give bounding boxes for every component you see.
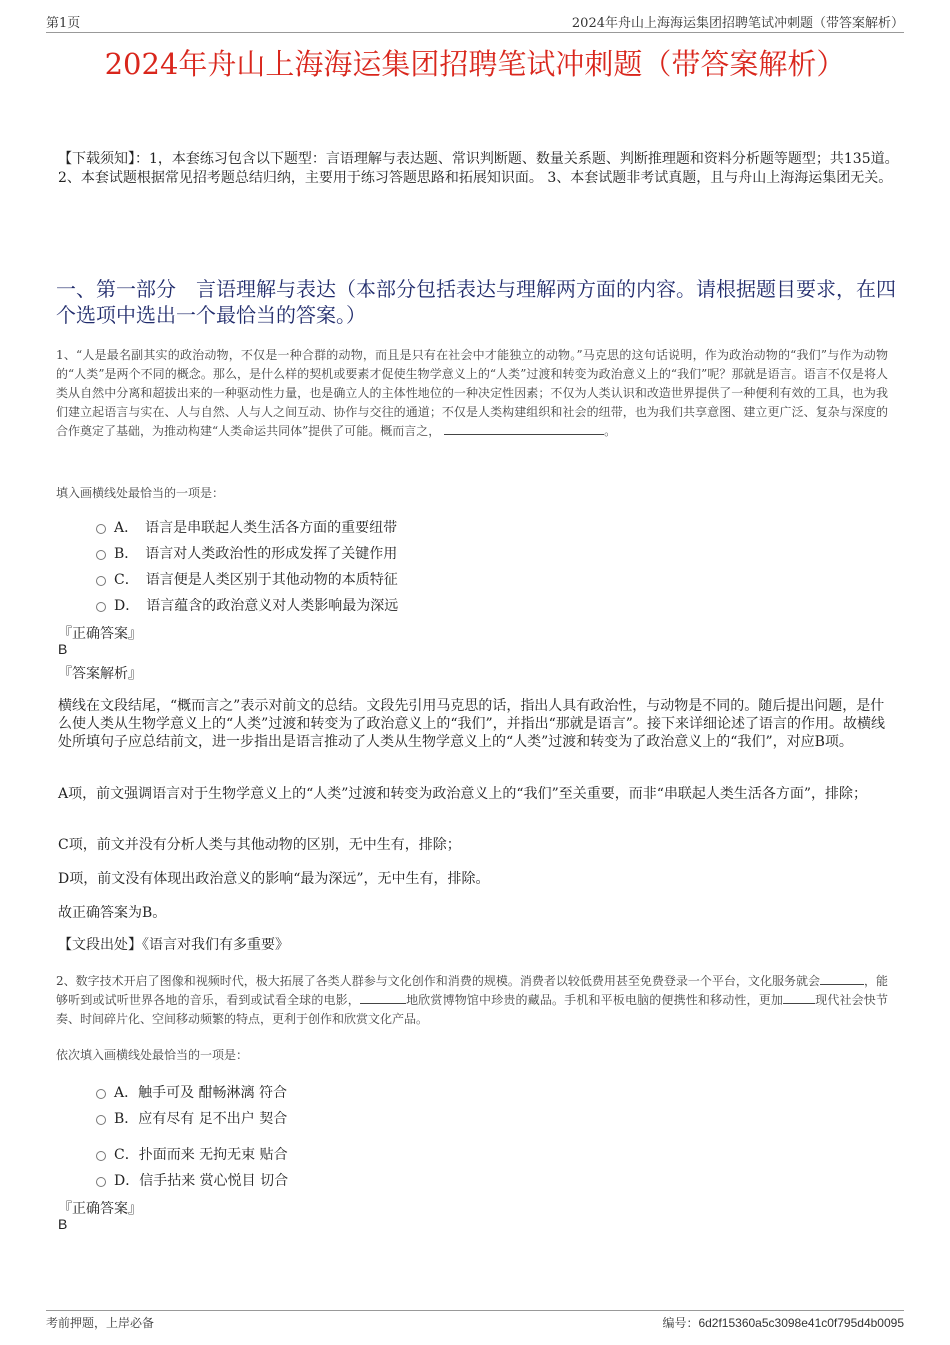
question-2-option-b[interactable] [96,1108,287,1128]
analysis-paragraph: D项，前文没有体现出政治意义的影响“最为深远”，无中生有，排除。 [58,871,490,887]
source-citation: 【文段出处】《语言对我们有多重要》 [58,937,289,953]
radio-icon[interactable] [96,524,106,534]
question-2-stem: 2、数字技术开启了图像和视频时代，极大拓展了各类人群参与文化创作和消费的规模。消费者以较低费用甚至免费登录一个平台，文化服务就会 [56,974,820,988]
analysis-label: 『答案解析』 [58,666,142,682]
question-2-stem: 现代社会快节奏、时间碎片化、空间移动频繁的特点，更利于创作和欣赏文化产品。 [56,993,888,1026]
answer-blank [360,991,406,1004]
radio-icon[interactable] [96,602,106,612]
radio-icon[interactable] [96,1177,106,1187]
question-1-stem-end: 。 [604,424,617,438]
answer-blank [783,991,815,1004]
radio-icon[interactable] [96,1151,106,1161]
footer-code [662,1314,904,1331]
radio-icon[interactable] [96,1115,106,1125]
question-2-text [56,972,888,1029]
analysis-paragraph: C项，前文并没有分析人类与其他动物的区别，无中生有，排除； [58,837,461,853]
analysis-paragraph: 故正确答案为B。 [58,905,167,921]
option-label: A．触手可及 酣畅淋漓 符合 [114,1085,288,1101]
option-label: B．应有尽有 足不出户 契合 [114,1111,288,1127]
question-2-prompt: 依次填入画横线处最恰当的一项是： [56,1048,249,1062]
radio-icon[interactable] [96,576,106,586]
option-label: A． 语言是串联起人类生活各方面的重要纽带 [114,520,398,536]
correct-answer-label: 『正确答案』 [58,1201,142,1217]
question-2-stem: ，能够听到或试听世界各地的音乐，看到或试看全球的电影， [56,974,888,1007]
answer-blank [820,972,864,985]
question-1-option-a[interactable] [96,517,397,537]
section-heading: 一、第一部分 言语理解与表达（本部分包括表达与理解两方面的内容。请根据题目要求，在四个选项中选出一个最恰当的答案。） [56,277,896,327]
option-label: D．信手拈来 赏心悦目 切合 [114,1173,289,1189]
header-divider [46,32,904,33]
footer-slogan: 考前押题，上岸必备 [46,1316,155,1330]
option-label: B． 语言对人类政治性的形成发挥了关键作用 [114,546,398,562]
correct-answer-label: 『正确答案』 [58,626,142,642]
header-page-number: 第1页 [46,16,81,31]
question-1-prompt: 填入画横线处最恰当的一项是： [56,486,225,500]
footer-divider [46,1310,904,1311]
question-2-option-d[interactable] [96,1170,288,1190]
correct-answer: B [58,641,68,657]
download-notice: 【下载须知】：1，本套练习包含以下题型：言语理解与表达题、常识判断题、数量关系题、判断推理题和资料分析题等题型；共135道。 2、本套试题根据常见招考题总结归纳，主要用于练习答题思路和拓展知识面。 3、本套试题非考试真题，且与舟山上海海运集团无关。 [58,151,899,186]
answer-blank [444,422,604,435]
option-label: C． 语言便是人类区别于其他动物的本质特征 [114,572,398,588]
analysis-paragraph: 横线在文段结尾，“概而言之”表示对前文的总结。文段先引用马克思的话，指出人具有政治性，与动物是不同的。随后提出问题，是什么使人类从生物学意义上的“人类”过渡和转变为了政治意义上的“我们”，并指出“那就是语言”。接下来详细论述了语言的作用。故横线处所填句子应总结前文，进一步指出是语言推动了人类从生物学意义上的“人类”过渡和转变为了政治意义上的“我们”，对应B项。 [58,698,885,750]
option-label: D． 语言蕴含的政治意义对人类影响最为深远 [114,598,399,614]
page-title: 2024年舟山上海海运集团招聘笔试冲刺题（带答案解析） [104,47,846,81]
footer-code-value: 6d2f15360a5c3098e41c0f795d4b0095 [698,1316,904,1330]
question-2-option-a[interactable] [96,1082,287,1102]
question-1-text [56,346,888,441]
radio-icon[interactable] [96,550,106,560]
radio-icon[interactable] [96,1089,106,1099]
correct-answer: B [58,1216,68,1232]
footer-code-label: 编号： [662,1316,699,1330]
question-1-option-b[interactable] [96,543,397,563]
question-2-stem: 地欣赏博物馆中珍贵的藏品。手机和平板电脑的便携性和移动性，更加 [405,993,784,1007]
question-2-option-c[interactable] [96,1144,288,1164]
option-label: C．扑面而来 无拘无束 贴合 [114,1147,288,1163]
header-doc-title: 2024年舟山上海海运集团招聘笔试冲刺题（带答案解析） [571,16,904,31]
analysis-paragraph: A项，前文强调语言对于生物学意义上的“人类”过渡和转变为政治意义上的“我们”至关重要，而非“串联起人类生活各方面”，排除； [58,786,868,802]
question-1-option-c[interactable] [96,569,398,589]
question-1-stem: 1、“人是最名副其实的政治动物，不仅是一种合群的动物，而且是只有在社会中才能独立的动物。”马克思的这句话说明，作为政治动物的“我们”与作为动物的“人类”是两个不同的概念。那么，是什么样的契机或要素才促使生物学意义上的“人类”过渡和转变为政治意义上的“我们”呢？那就是语言。语言不仅是将人类从自然中分离和超拔出来的一种驱动性力量，也是确立人的主体性地位的一种决定性因素；不仅为人类认识和改造世界提供了一种便利有效的工具，也为我们建立起语言与实在、人与自然、人与人之间互动、协作与交往的通道；不仅是人类构建组织和社会的纽带，也为我们共享意图、建立更广泛、复杂与深度的合作奠定了基础，为推动构建“人类命运共同体”提供了可能。概而言之， [56,348,888,438]
question-1-option-d[interactable] [96,595,398,615]
